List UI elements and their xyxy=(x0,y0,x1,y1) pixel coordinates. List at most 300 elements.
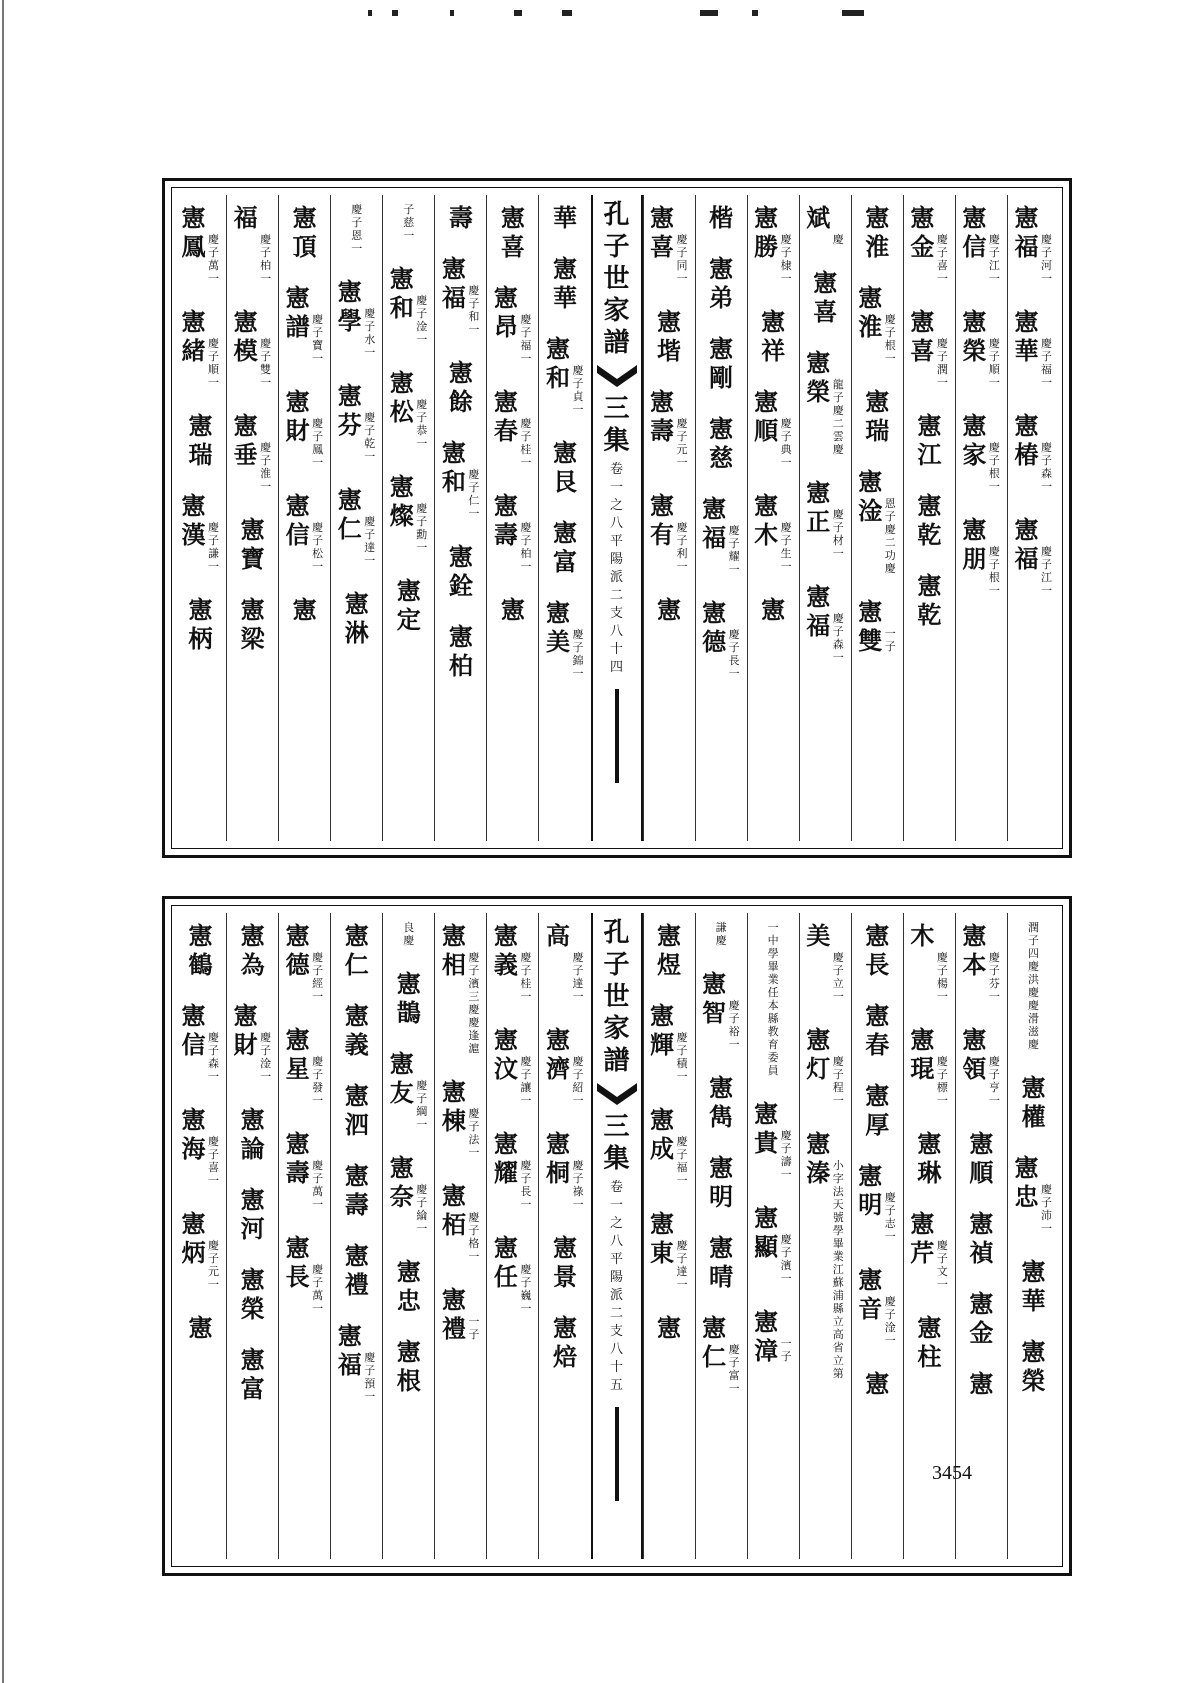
lineage-note: 慶 子 巍 一 xyxy=(520,1263,532,1315)
genealogy-column xyxy=(1007,195,1059,841)
lineage-note: 慶 子 雙 一 xyxy=(260,337,272,389)
person-name: 憲 壽 xyxy=(285,1129,310,1187)
person-name: 憲 喜 xyxy=(650,203,675,261)
lineage-note: 慶 子 福 一 xyxy=(520,313,532,365)
person-name: 憲 義 xyxy=(493,921,518,979)
genealogy-entry xyxy=(857,1265,897,1347)
genealogy-entry xyxy=(344,1081,370,1139)
lineage-note: 慶 子 萬 一 xyxy=(312,1159,324,1211)
genealogy-entry xyxy=(864,387,890,445)
person-name: 憲 有 xyxy=(650,491,675,549)
person-name: 憲 鳳 xyxy=(181,203,206,261)
person-name: 斌 xyxy=(806,203,831,232)
columns-upper xyxy=(175,195,1059,841)
person-name: 憲 木 xyxy=(754,491,779,549)
genealogy-entry xyxy=(916,491,942,549)
lineage-note: 慶 子 森 一 xyxy=(832,612,844,664)
person-name: 憲 和 xyxy=(441,438,466,496)
lineage-note: 一 子 xyxy=(780,1337,792,1363)
genealogy-entry xyxy=(864,1081,890,1139)
genealogy-column xyxy=(330,195,382,841)
book-title: 孔 子 世 家 譜 xyxy=(603,918,630,1076)
person-name: 憲 棟 xyxy=(441,1077,466,1135)
genealogy-entry xyxy=(1026,921,1040,1051)
genealogy-entry xyxy=(181,1001,221,1083)
person-name: 憲 琨 xyxy=(910,1025,935,1083)
person-name: 憲 財 xyxy=(285,387,310,445)
person-name: 憲 淦 xyxy=(858,467,883,525)
volume-label: 三 集 xyxy=(603,1112,630,1174)
lineage-note: 慶 子 裕 一 xyxy=(728,999,740,1051)
person-name: 憲 春 xyxy=(493,387,518,445)
genealogy-entry xyxy=(701,969,741,1051)
person-name: 憲 順 xyxy=(754,387,779,445)
person-name: 憲 銓 xyxy=(448,542,473,600)
person-name: 憲 任 xyxy=(493,1233,518,1291)
lineage-note: 恩 子 慶 二 功 慶 xyxy=(884,497,896,575)
person-name: 憲 喜 xyxy=(910,307,935,365)
genealogy-entry xyxy=(181,307,221,389)
person-name: 憲 頂 xyxy=(292,203,317,261)
genealogy-entry xyxy=(708,334,734,392)
genealogy-entry xyxy=(344,1161,370,1219)
genealogy-entry xyxy=(649,387,689,469)
person-name: 憲 餘 xyxy=(448,358,473,416)
genealogy-entry xyxy=(753,491,793,573)
genealogy-entry xyxy=(1020,1257,1046,1315)
genealogy-entry xyxy=(285,283,325,365)
person-name: 憲 仁 xyxy=(337,485,362,543)
person-name: 憲 景 xyxy=(552,1233,577,1291)
lineage-note: 慶 子 達 一 xyxy=(364,515,376,567)
genealogy-entry xyxy=(805,203,845,246)
lineage-note: 一 子 xyxy=(884,627,896,653)
person-name: 憲 祥 xyxy=(761,307,786,365)
genealogy-entry xyxy=(188,921,214,979)
person-name: 憲 友 xyxy=(389,1049,414,1107)
page-number: 3454 xyxy=(932,1462,972,1484)
person-name: 憲 溱 xyxy=(806,1129,831,1187)
genealogy-entry xyxy=(864,1369,890,1398)
genealogy-entry xyxy=(441,921,481,1055)
person-name: 憲 琳 xyxy=(917,1129,942,1187)
genealogy-column xyxy=(486,913,538,1559)
book-title: 孔 子 世 家 譜 xyxy=(603,200,630,358)
lineage-note: 慶 子 濱 三 慶 慶 逢 滬 xyxy=(468,951,480,1055)
person-name: 憲 根 xyxy=(396,1337,421,1395)
person-name: 憲 智 xyxy=(702,969,727,1027)
person-name: 憲 正 xyxy=(806,478,831,536)
genealogy-column xyxy=(747,913,799,1559)
genealogy-entry xyxy=(961,307,1001,389)
genealogy-entry xyxy=(909,307,949,389)
person-name: 憲 福 xyxy=(337,1321,362,1379)
person-name: 憲 權 xyxy=(1021,1073,1046,1131)
person-name: 福 xyxy=(233,203,258,232)
genealogy-entry xyxy=(233,411,273,493)
person-name: 憲 栢 xyxy=(441,1181,466,1239)
person-name: 憲 家 xyxy=(962,411,987,469)
genealogy-entry xyxy=(1013,515,1053,597)
genealogy-entry xyxy=(285,921,325,1003)
genealogy-column xyxy=(747,195,799,841)
genealogy-entry xyxy=(857,283,897,365)
genealogy-entry xyxy=(753,203,793,285)
person-name: 憲 淋 xyxy=(344,589,369,647)
lineage-note: 慶 子 積 一 xyxy=(676,1031,688,1083)
lineage-note: 慶 子 利 一 xyxy=(676,521,688,573)
person-name: 憲 乾 xyxy=(917,491,942,549)
genealogy-entry xyxy=(857,597,897,655)
genealogy-entry xyxy=(649,203,689,285)
lineage-note: 慶 子 乾 一 xyxy=(364,411,376,463)
person-name: 憲 炳 xyxy=(181,1209,206,1267)
person-name: 憲 壽 xyxy=(650,387,675,445)
person-name: 憲 和 xyxy=(389,264,414,322)
genealogy-column xyxy=(643,195,695,841)
fishtail-mark-icon xyxy=(597,1083,637,1105)
person-name: 憲 財 xyxy=(233,1001,258,1059)
genealogy-column xyxy=(643,913,695,1559)
person-name: 憲 瑞 xyxy=(865,387,890,445)
person-name: 憲 xyxy=(188,1313,213,1342)
lineage-note: 慶 子 標 一 xyxy=(936,1055,948,1107)
lineage-note: 慶 子 福 一 xyxy=(676,1135,688,1187)
person-name: 憲 東 xyxy=(650,1209,675,1267)
genealogy-entry xyxy=(545,598,585,680)
genealogy-entry xyxy=(240,515,266,573)
genealogy-entry xyxy=(1013,307,1053,389)
person-name: 憲 奈 xyxy=(389,1153,414,1211)
person-name: 憲 柱 xyxy=(917,1313,942,1371)
person-name: 憲 壽 xyxy=(493,491,518,549)
genealogy-entry xyxy=(493,491,533,573)
person-name: 憲 顯 xyxy=(754,1203,779,1261)
genealogy-entry xyxy=(337,1321,377,1403)
person-name: 憲 灯 xyxy=(806,1025,831,1083)
genealogy-entry xyxy=(441,1285,481,1343)
person-name: 憲 鵲 xyxy=(396,969,421,1027)
lineage-note: 慶 子 楊 一 xyxy=(936,951,948,1003)
genealogy-entry xyxy=(292,203,318,261)
lineage-note: 慶 子 根 一 xyxy=(988,441,1000,493)
person-name: 憲 信 xyxy=(181,1001,206,1059)
person-name: 憲 長 xyxy=(865,921,890,979)
genealogy-entry xyxy=(656,1313,682,1342)
genealogy-entry xyxy=(500,203,526,261)
genealogy-entry xyxy=(240,1265,266,1323)
genealogy-column xyxy=(851,195,903,841)
person-name: 憲 譜 xyxy=(285,283,310,341)
lineage-note: 慶 子 淮 一 xyxy=(260,441,272,493)
lineage-note: 慶 子 同 一 xyxy=(676,233,688,285)
person-name: 憲 xyxy=(657,1313,682,1342)
genealogy-entry xyxy=(857,467,897,575)
genealogy-entry xyxy=(448,542,474,600)
lineage-note: 慶 子 勳 一 xyxy=(416,502,428,554)
genealogy-entry xyxy=(344,1241,370,1299)
lineage-note: 子 慈 一 xyxy=(403,203,415,242)
lineage-note: 良 慶 xyxy=(403,921,415,947)
genealogy-entry xyxy=(708,203,734,232)
genealogy-entry xyxy=(441,438,481,520)
lineage-note: 慶 子 根 一 xyxy=(884,313,896,365)
lineage-note: 慶 子 松 一 xyxy=(312,521,324,573)
lineage-note: 慶 子 長 一 xyxy=(728,628,740,680)
lineage-note: 慶 子 森 一 xyxy=(208,1031,220,1083)
genealogy-entry xyxy=(701,494,741,576)
genealogy-entry xyxy=(805,921,845,1003)
person-name: 憲 濟 xyxy=(545,1025,570,1083)
person-name: 憲 學 xyxy=(337,277,362,335)
lineage-note: 慶 子 亨 一 xyxy=(988,1055,1000,1107)
genealogy-entry xyxy=(708,1233,734,1291)
person-name: 憲 美 xyxy=(545,598,570,656)
genealogy-entry xyxy=(188,595,214,653)
person-name: 憲 福 xyxy=(1014,203,1039,261)
person-name: 高 xyxy=(545,921,570,950)
genealogy-column xyxy=(382,195,434,841)
person-name: 憲 信 xyxy=(285,491,310,549)
top-scan-artifact xyxy=(232,4,880,22)
lineage-note: 慶 子 仁 一 xyxy=(468,468,480,520)
center-bar xyxy=(615,689,619,783)
genealogy-entry xyxy=(805,582,845,664)
genealogy-entry xyxy=(181,203,221,285)
lineage-note: 慶 子 達 一 xyxy=(572,951,584,1003)
genealogy-entry xyxy=(753,1203,793,1285)
lineage-note: 小 字 法 天 號 學 畢 業 江 蘇 浦 縣 立 高 省 立 第 xyxy=(832,1159,844,1380)
genealogy-column xyxy=(538,913,590,1559)
genealogy-column xyxy=(799,195,851,841)
person-name: 憲 堦 xyxy=(657,307,682,365)
person-name: 憲 德 xyxy=(702,598,727,656)
lineage-note: 慶 子 根 一 xyxy=(988,545,1000,597)
genealogy-entry xyxy=(760,595,786,624)
genealogy-entry xyxy=(909,1209,949,1291)
genealogy-entry xyxy=(708,1073,734,1131)
person-name: 憲 河 xyxy=(240,1185,265,1243)
genealogy-entry xyxy=(285,1129,325,1211)
person-name: 憲 勝 xyxy=(754,203,779,261)
person-name: 美 xyxy=(806,921,831,950)
genealogy-column xyxy=(330,913,382,1559)
person-name: 憲 芹 xyxy=(910,1209,935,1267)
person-name: 憲 華 xyxy=(1021,1257,1046,1315)
person-name: 憲 輝 xyxy=(650,1001,675,1059)
genealogy-entry xyxy=(552,1313,578,1371)
chapter-info: 卷 一 之 八 平 陽 派 二 支 八 十 五 xyxy=(609,1180,623,1393)
center-heading-column xyxy=(591,195,643,841)
person-name: 憲 禮 xyxy=(441,1285,466,1343)
genealogy-entry xyxy=(389,1049,429,1131)
person-name: 憲 福 xyxy=(702,494,727,552)
genealogy-entry xyxy=(500,595,526,624)
genealogy-entry xyxy=(656,307,682,365)
lineage-note: 慶 子 元 一 xyxy=(676,417,688,469)
lineage-note: 慶 子 柏 一 xyxy=(260,233,272,285)
genealogy-column xyxy=(486,195,538,841)
genealogy-entry xyxy=(656,921,682,979)
lineage-note: 慶 子 長 一 xyxy=(520,1159,532,1211)
genealogy-entry xyxy=(240,595,266,653)
genealogy-entry xyxy=(864,203,890,261)
lineage-note: 慶 子 順 一 xyxy=(988,337,1000,389)
lineage-note: 慶 子 元 一 xyxy=(208,1239,220,1291)
genealogy-entry xyxy=(181,491,221,573)
person-name: 憲 星 xyxy=(285,1025,310,1083)
genealogy-entry xyxy=(961,203,1001,285)
lineage-note: 慶 子 錦 一 xyxy=(572,628,584,680)
lineage-note: 慶 子 喜 一 xyxy=(208,1135,220,1187)
person-name: 憲 昂 xyxy=(493,283,518,341)
person-name: 憲 榮 xyxy=(1021,1337,1046,1395)
genealogy-entry xyxy=(181,1105,221,1187)
genealogy-entry xyxy=(448,203,474,232)
genealogy-entry xyxy=(864,1001,890,1059)
lineage-note: 謙 慶 xyxy=(715,921,727,947)
person-name: 憲 厚 xyxy=(865,1081,890,1139)
person-name: 憲 雙 xyxy=(858,597,883,655)
lineage-note: 慶 子 和 一 xyxy=(468,284,480,336)
genealogy-entry xyxy=(233,1001,273,1083)
genealogy-column xyxy=(538,195,590,841)
person-name: 憲 長 xyxy=(285,1233,310,1291)
genealogy-column xyxy=(175,195,226,841)
person-name: 憲 瑞 xyxy=(188,411,213,469)
volume-label: 三 集 xyxy=(603,394,630,456)
genealogy-entry xyxy=(552,518,578,576)
genealogy-entry xyxy=(864,921,890,979)
person-name: 憲 義 xyxy=(344,1001,369,1059)
genealogy-entry xyxy=(545,1025,585,1107)
genealogy-entry xyxy=(805,348,845,456)
person-name: 憲 成 xyxy=(650,1105,675,1163)
lineage-note: 龍 子 慶 二 雲 慶 xyxy=(832,378,844,456)
lineage-note: 慶 子 桂 一 xyxy=(520,951,532,1003)
person-name: 憲 耀 xyxy=(493,1129,518,1187)
person-name: 憲 xyxy=(865,1369,890,1398)
genealogy-entry xyxy=(344,1001,370,1059)
person-name: 憲 德 xyxy=(285,921,310,979)
genealogy-entry xyxy=(552,203,578,232)
person-name: 憲 論 xyxy=(240,1105,265,1163)
genealogy-entry xyxy=(545,921,585,1003)
genealogy-entry xyxy=(916,571,942,629)
genealogy-entry xyxy=(389,368,429,450)
lineage-note: 慶 子 喜 一 xyxy=(936,233,948,285)
lineage-note: 慶 子 水 一 xyxy=(364,307,376,359)
lineage-note: 慶 子 格 一 xyxy=(468,1211,480,1263)
person-name: 憲 福 xyxy=(1014,515,1039,573)
person-name: 憲 xyxy=(292,595,317,624)
lineage-note: 慶 子 柏 一 xyxy=(520,521,532,573)
genealogy-column xyxy=(382,913,434,1559)
person-name: 憲 漢 xyxy=(181,491,206,549)
genealogy-entry xyxy=(909,203,949,285)
lineage-note: 慶 子 濤 一 xyxy=(780,1129,792,1181)
lineage-note: 慶 子 綸 一 xyxy=(416,1183,428,1235)
genealogy-entry xyxy=(701,598,741,680)
genealogy-entry xyxy=(753,1099,793,1181)
genealogy-column xyxy=(434,195,486,841)
lineage-note: 慶 子 順 一 xyxy=(208,337,220,389)
person-name: 憲 鶴 xyxy=(188,921,213,979)
genealogy-entry xyxy=(961,921,1001,1003)
genealogy-entry xyxy=(708,414,734,472)
genealogy-entry xyxy=(552,438,578,496)
genealogy-entry xyxy=(233,307,273,389)
person-name: 憲 椿 xyxy=(1014,411,1039,469)
genealogy-entry xyxy=(240,921,266,979)
genealogy-entry xyxy=(441,1077,481,1159)
genealogy-entry xyxy=(968,1289,994,1347)
center-bar xyxy=(615,1407,619,1501)
lineage-note: 一 中 學 畢 業 任 本 縣 教 育 委 員 xyxy=(767,921,779,1077)
lineage-note: 慶 子 耀 一 xyxy=(728,524,740,576)
lineage-note: 慶 子 萬 一 xyxy=(208,233,220,285)
lineage-note: 慶 xyxy=(832,233,844,246)
lineage-note: 慶 子 達 一 xyxy=(676,1239,688,1291)
person-name: 憲 煜 xyxy=(657,921,682,979)
person-name: 憲 江 xyxy=(917,411,942,469)
genealogy-entry xyxy=(1013,203,1053,285)
genealogy-entry xyxy=(240,1105,266,1163)
person-name: 憲 垂 xyxy=(233,411,258,469)
person-name: 憲 漳 xyxy=(754,1307,779,1365)
genealogy-entry xyxy=(857,1161,897,1243)
genealogy-entry xyxy=(493,387,533,469)
person-name: 憲 xyxy=(657,595,682,624)
genealogy-entry xyxy=(545,1129,585,1211)
person-name: 憲 本 xyxy=(962,921,987,979)
genealogy-entry xyxy=(402,203,416,242)
genealogy-entry xyxy=(909,921,949,1003)
genealogy-entry xyxy=(805,1025,845,1107)
genealogy-column xyxy=(695,195,747,841)
person-name: 憲 順 xyxy=(969,1129,994,1187)
genealogy-entry xyxy=(968,1209,994,1267)
genealogy-entry xyxy=(968,1129,994,1187)
genealogy-entry xyxy=(233,203,273,285)
lineage-note: 慶 子 發 一 xyxy=(312,1055,324,1107)
genealogy-entry xyxy=(968,1369,994,1398)
person-name: 憲 海 xyxy=(181,1105,206,1163)
genealogy-entry xyxy=(812,268,838,326)
person-name: 木 xyxy=(910,921,935,950)
genealogy-column xyxy=(175,913,226,1559)
lineage-note: 慶 子 淦 一 xyxy=(884,1295,896,1347)
genealogy-entry xyxy=(805,1129,845,1380)
genealogy-entry xyxy=(649,1209,689,1291)
person-name: 憲 華 xyxy=(1014,307,1039,365)
person-name: 憲 慈 xyxy=(709,414,734,472)
genealogy-entry xyxy=(1013,411,1053,493)
genealogy-entry xyxy=(389,472,429,554)
lineage-note: 慶 子 紹 一 xyxy=(572,1055,584,1107)
genealogy-entry xyxy=(292,595,318,624)
lineage-note: 慶 子 濱 一 xyxy=(780,1233,792,1285)
genealogy-entry xyxy=(766,921,780,1077)
genealogy-entry xyxy=(805,478,845,560)
person-name: 憲 為 xyxy=(240,921,265,979)
genealogy-entry xyxy=(708,1153,734,1211)
person-name: 憲 寶 xyxy=(240,515,265,573)
person-name: 憲 華 xyxy=(552,254,577,312)
person-name: 憲 富 xyxy=(240,1345,265,1403)
person-name: 憲 淮 xyxy=(858,283,883,341)
person-name: 憲 禮 xyxy=(344,1241,369,1299)
